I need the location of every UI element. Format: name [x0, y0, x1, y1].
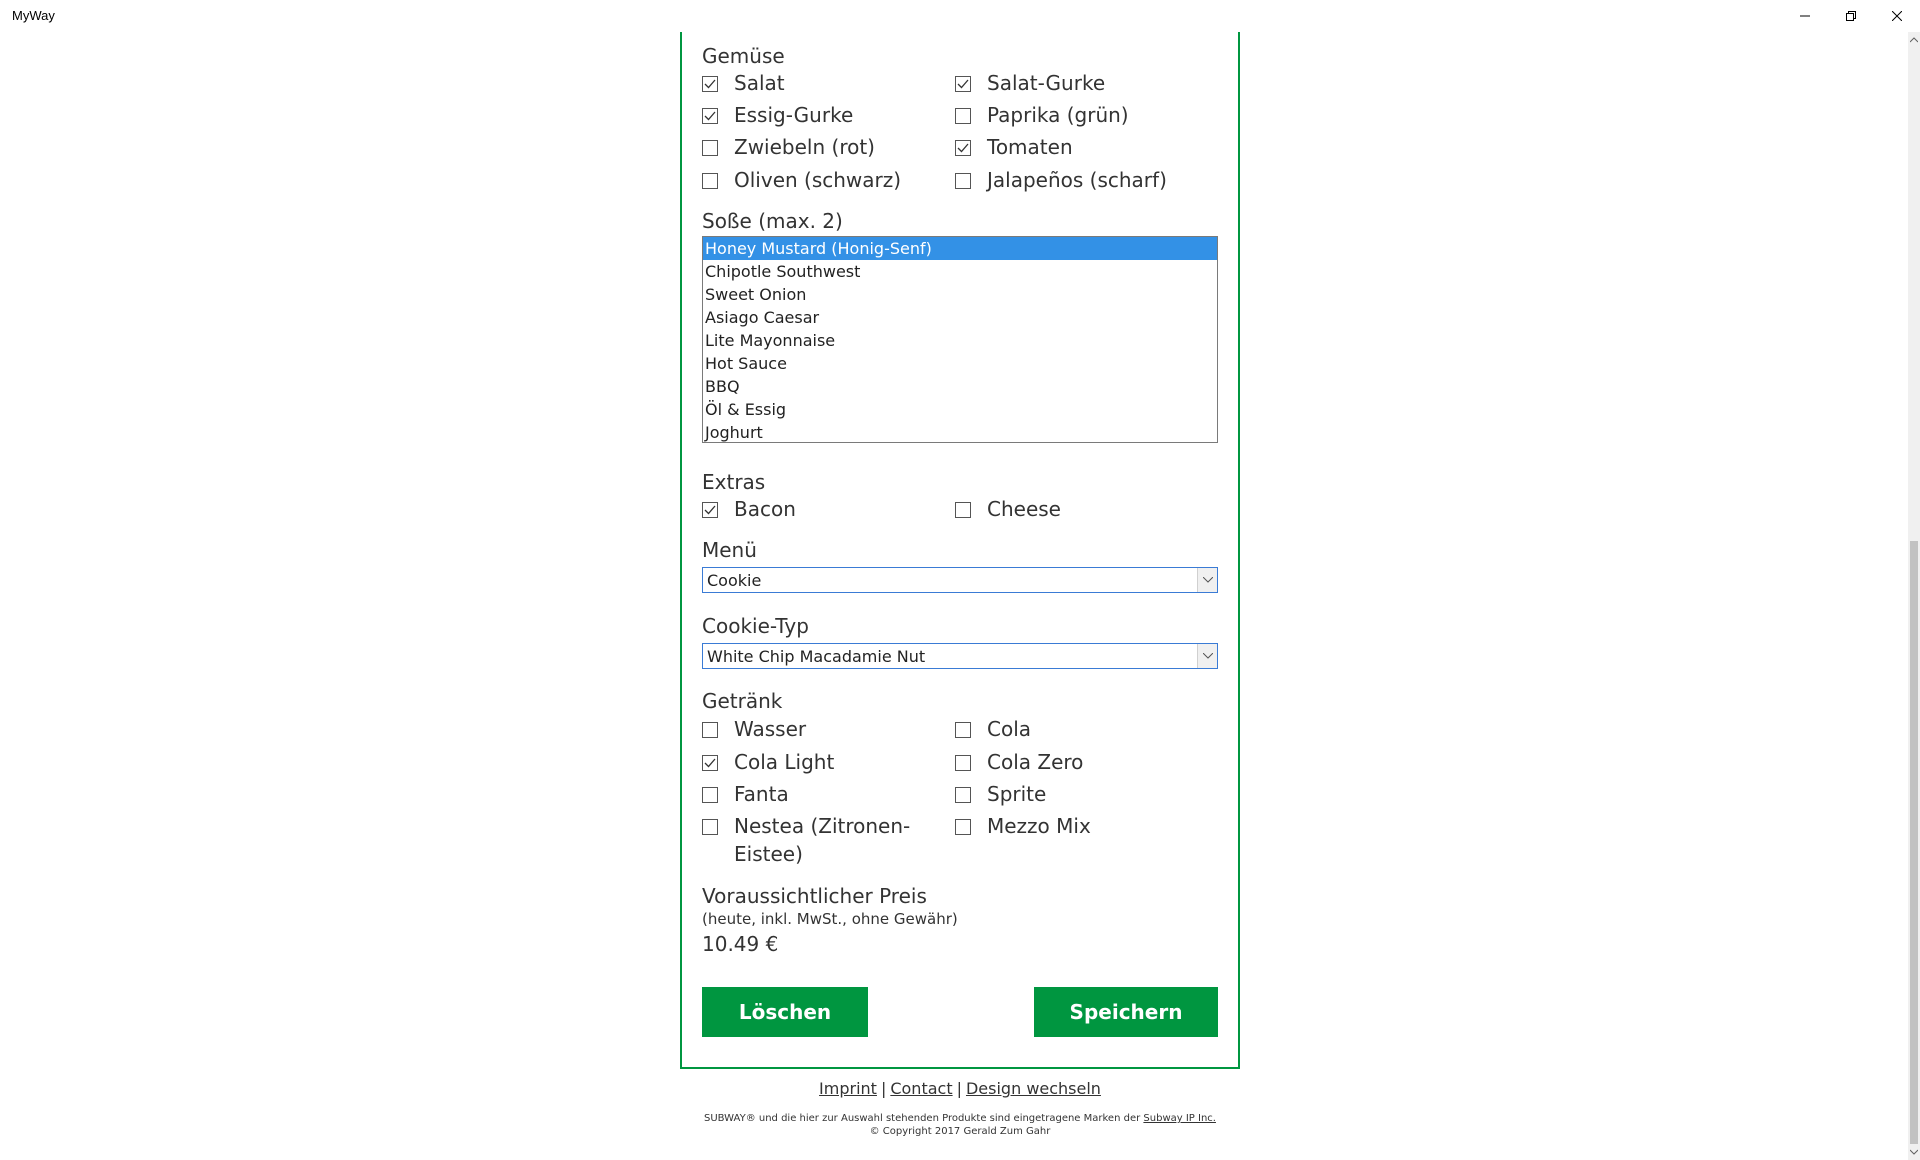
checkbox-label: Cola [987, 717, 1032, 741]
minimize-icon [1800, 11, 1810, 21]
listbox-option[interactable]: Hot Sauce [705, 354, 787, 373]
checkbox-cola-zero[interactable] [955, 748, 1083, 776]
checkbox-bacon[interactable] [702, 495, 796, 523]
checkmark-icon [704, 504, 716, 516]
checkbox-label: Essig-Gurke [734, 103, 854, 127]
chevron-down-icon[interactable] [1197, 568, 1217, 592]
scrollbar-thumb[interactable] [1910, 541, 1918, 1144]
vertical-scrollbar[interactable] [1908, 32, 1920, 1160]
contact-link[interactable]: Contact [890, 1079, 953, 1098]
checkbox-jalapenos[interactable] [955, 166, 1167, 194]
checkbox-label: Tomaten [987, 135, 1073, 159]
cookie-type-select[interactable] [702, 643, 1218, 669]
checkbox-salat-gurke[interactable] [955, 69, 1105, 97]
checkbox-nestea[interactable] [702, 812, 942, 868]
checkbox-paprika[interactable] [955, 101, 1129, 129]
checkbox-label: Salat [734, 71, 785, 95]
checkbox-label: Zwiebeln (rot) [734, 135, 875, 159]
checkbox-label: Jalapeños (scharf) [987, 168, 1167, 192]
price-heading: Voraussichtlicher Preis [702, 884, 927, 908]
menu-select-value: Cookie [707, 571, 762, 590]
price-value: 10.49 € [702, 932, 779, 956]
checkbox-label: Bacon [734, 497, 796, 521]
restore-button[interactable] [1828, 0, 1874, 32]
checkbox-box[interactable] [955, 173, 971, 189]
checkbox-wasser[interactable] [702, 715, 806, 743]
price-note: (heute, inkl. MwSt., ohne Gewähr) [702, 910, 958, 928]
menu-heading: Menü [702, 538, 757, 562]
checkbox-box[interactable] [955, 76, 971, 92]
save-button[interactable]: Speichern [1034, 987, 1218, 1037]
checkbox-fanta[interactable] [702, 780, 789, 808]
checkbox-box[interactable] [702, 108, 718, 124]
listbox-option[interactable]: Sweet Onion [705, 285, 807, 304]
checkbox-box[interactable] [702, 755, 718, 771]
footer-links [0, 1079, 1920, 1098]
menu-select[interactable] [702, 567, 1218, 593]
listbox-option[interactable]: Chipotle Southwest [705, 262, 861, 281]
trademark-text: SUBWAY® und die hier zur Auswahl stehenden Produkte sind eingetragene Marken der [704, 1113, 1141, 1124]
checkbox-label: Salat-Gurke [987, 71, 1106, 95]
drinks-heading: Getränk [702, 689, 783, 713]
checkbox-label: Cola Zero [987, 750, 1084, 774]
listbox-option[interactable]: Joghurt [705, 423, 763, 442]
checkbox-label: Sprite [987, 782, 1047, 806]
checkbox-box[interactable] [955, 108, 971, 124]
checkbox-zwiebeln[interactable] [702, 133, 875, 161]
checkbox-box[interactable] [702, 787, 718, 803]
listbox-option[interactable]: BBQ [705, 377, 740, 396]
checkbox-label: Paprika (grün) [987, 103, 1129, 127]
close-icon [1892, 11, 1902, 21]
sauce-listbox[interactable] [702, 236, 1218, 443]
checkbox-box[interactable] [702, 140, 718, 156]
checkbox-cola-light[interactable] [702, 748, 834, 776]
checkbox-box[interactable] [702, 76, 718, 92]
checkbox-mezzo-mix[interactable] [955, 812, 1091, 840]
checkbox-box[interactable] [955, 722, 971, 738]
footer-separator: | [880, 1079, 887, 1098]
checkbox-box[interactable] [955, 819, 971, 835]
checkmark-icon [704, 78, 716, 90]
listbox-option[interactable]: Lite Mayonnaise [705, 331, 836, 350]
subway-ip-link[interactable]: Subway IP Inc. [1143, 1113, 1216, 1124]
checkbox-label: Nestea (Zitronen-Eistee) [734, 814, 911, 866]
delete-button[interactable]: Löschen [702, 987, 868, 1037]
imprint-link[interactable]: Imprint [819, 1079, 877, 1098]
checkbox-box[interactable] [955, 502, 971, 518]
extras-heading: Extras [702, 470, 766, 494]
checkbox-cola[interactable] [955, 715, 1031, 743]
checkbox-box[interactable] [702, 819, 718, 835]
checkbox-label: Cola Light [734, 750, 835, 774]
listbox-option[interactable]: Asiago Caesar [705, 308, 820, 327]
listbox-option[interactable]: Honey Mustard (Honig-Senf) [703, 237, 1217, 260]
checkmark-icon [704, 757, 716, 769]
restore-icon [1846, 11, 1856, 21]
checkbox-label: Wasser [734, 717, 807, 741]
checkbox-salat[interactable] [702, 69, 785, 97]
checkbox-oliven[interactable] [702, 166, 901, 194]
sauce-heading: Soße (max. 2) [702, 209, 843, 233]
checkmark-icon [957, 78, 969, 90]
checkbox-cheese[interactable] [955, 495, 1061, 523]
title-bar [0, 0, 1920, 32]
checkbox-box[interactable] [955, 755, 971, 771]
footer-legal [0, 1112, 1920, 1138]
close-button[interactable] [1874, 0, 1920, 32]
checkbox-label: Cheese [987, 497, 1061, 521]
checkbox-box[interactable] [955, 787, 971, 803]
design-switch-link[interactable]: Design wechseln [965, 1079, 1101, 1098]
chevron-down-icon[interactable] [1197, 644, 1217, 668]
checkbox-label: Oliven (schwarz) [734, 168, 902, 192]
listbox-option[interactable]: Öl & Essig [705, 400, 787, 419]
checkbox-box[interactable] [702, 722, 718, 738]
checkbox-box[interactable] [955, 140, 971, 156]
checkbox-box[interactable] [702, 173, 718, 189]
vegetables-heading: Gemüse [702, 44, 785, 68]
footer-separator: | [956, 1079, 962, 1098]
checkmark-icon [957, 142, 969, 154]
checkbox-label: Fanta [734, 782, 789, 806]
checkbox-sprite[interactable] [955, 780, 1046, 808]
minimize-button[interactable] [1782, 0, 1828, 32]
scroll-down-icon[interactable] [1910, 1148, 1918, 1156]
checkbox-tomaten[interactable] [955, 133, 1073, 161]
trademark-line [0, 1112, 1920, 1125]
checkbox-box[interactable] [702, 502, 718, 518]
checkmark-icon [704, 110, 716, 122]
window-title: MyWay [12, 8, 55, 23]
cookie-type-heading: Cookie-Typ [702, 614, 809, 638]
checkbox-label: Mezzo Mix [987, 814, 1091, 838]
checkbox-essig-gurke[interactable] [702, 101, 853, 129]
copyright-text: © Copyright 2017 Gerald Zum Gahr [869, 1126, 1051, 1137]
scroll-up-icon[interactable] [1910, 36, 1918, 44]
cookie-type-select-value: White Chip Macadamie Nut [707, 647, 926, 666]
